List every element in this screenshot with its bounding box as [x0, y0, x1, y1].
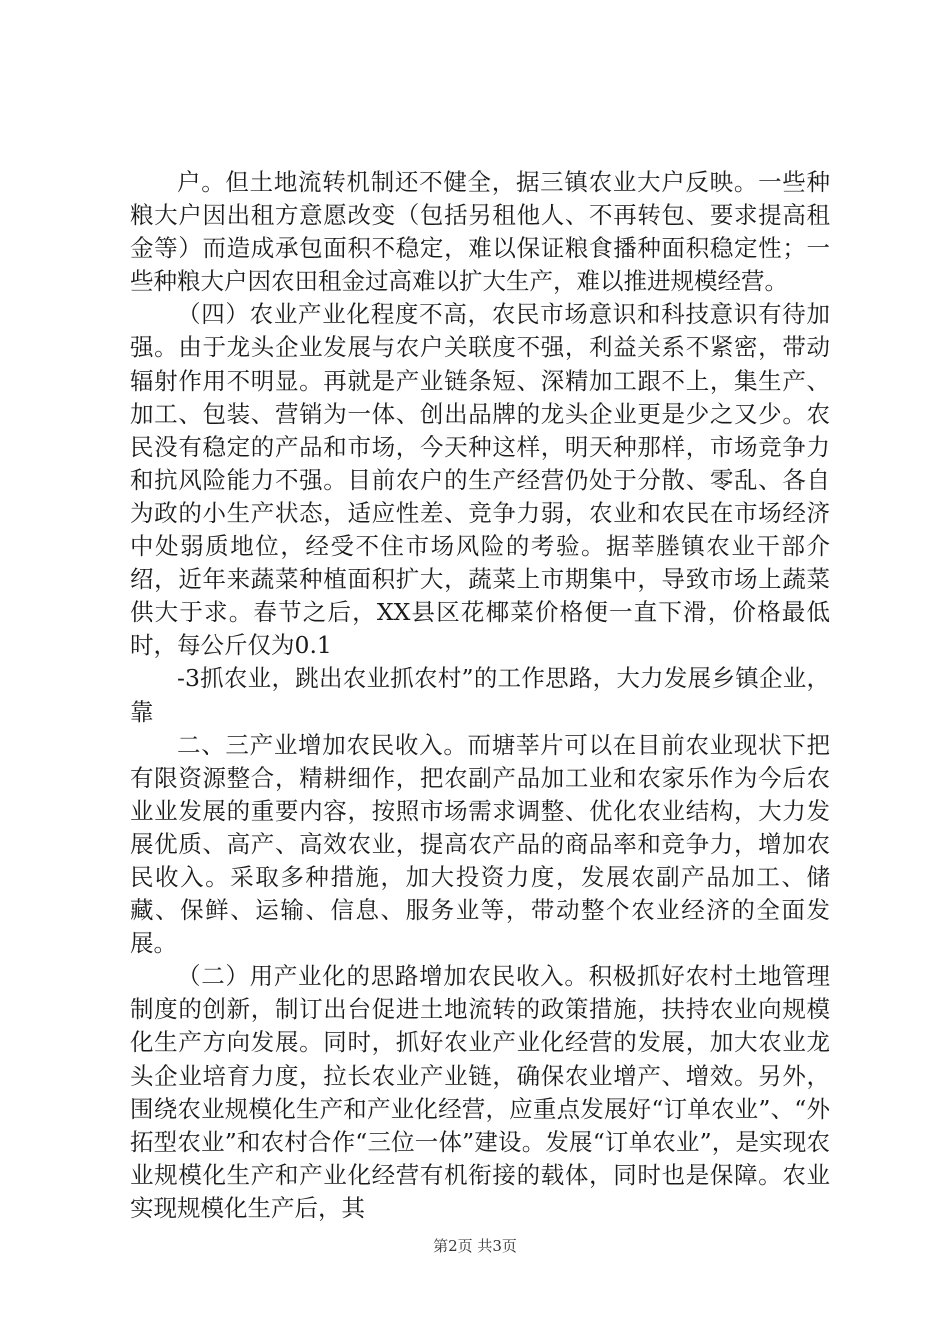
page-footer: 第2页 共3页 — [433, 1237, 517, 1255]
paragraph-land-transfer: 户。但土地流转机制还不健全，据三镇农业大户反映。一些种粮大户因出租方意愿改变（包括另租他人、不再转包、要求提高租金等）而造成承包面积不稳定，难以保证粮食播种面积稳定性；一些种粮大户因农田租金过高难以扩大生产，难以推进规模经营。 — [130, 168, 830, 296]
paragraph-industrialization: （四）农业产业化程度不高，农民市场意识和科技意识有待加强。由于龙头企业发展与农户关联度不强，利益关系不紧密，带动辐射作用不明显。再就是产业链条短、深精加工跟不上，集生产、加工、包装、营销为一体、创出品牌的龙头企业更是少之又少。农民没有稳定的产品和市场，今天种这样，明天种那样，市场竞争力和抗风险能力不强。目前农户的生产经营仍处于分散、零乱、各自为政的小生产状态，适应性差、竞争力弱，农业和农民在市场经济中处弱质地位，经受不住市场风险的考验。据莘塍镇农业干部介绍，近年来蔬菜种植面积扩大，蔬菜上市期集中，导致市场上蔬菜供大于求。春节之后，XX县区花椰菜价格便一直下滑，价格最低时，每公斤仅为0.1 — [130, 300, 830, 660]
document-body — [130, 166, 830, 1225]
paragraph-secondary-tertiary: 二、三产业增加农民收入。而塘莘片可以在目前农业现状下把有限资源整合，精耕细作，把农副产品加工业和农家乐作为今后农业业发展的重要内容，按照市场需求调整、优化农业结构，大力发展优质、高产、高效农业，提高农产品的商品率和竞争力，增加农民收入。采取多种措施，加大投资力度，发展农副产品加工、储藏、保鲜、运输、信息、服务业等，带动整个农业经济的全面发展。 — [130, 730, 830, 958]
paragraph-industrial-thinking: （二）用产业化的思路增加农民收入。积极抓好农村土地管理制度的创新，制订出台促进土地流转的政策措施，扶持农业向规模化生产方向发展。同时，抓好农业产业化经营的发展，加大农业龙头企业培育力度，拉长农业产业链，确保农业增产、增效。另外，围绕农业规模化生产和产业化经营，应重点发展好“订单农业”、“外拓型农业”和农村合作“三位一体”建设。发展“订单农业”，是实现农业规模化生产和产业化经营有机衔接的载体，同时也是保障。农业实现规模化生产后，其 — [130, 962, 830, 1222]
paragraph-fragment: -3抓农业，跳出农业抓农村”的工作思路，大力发展乡镇企业，靠 — [130, 664, 830, 726]
